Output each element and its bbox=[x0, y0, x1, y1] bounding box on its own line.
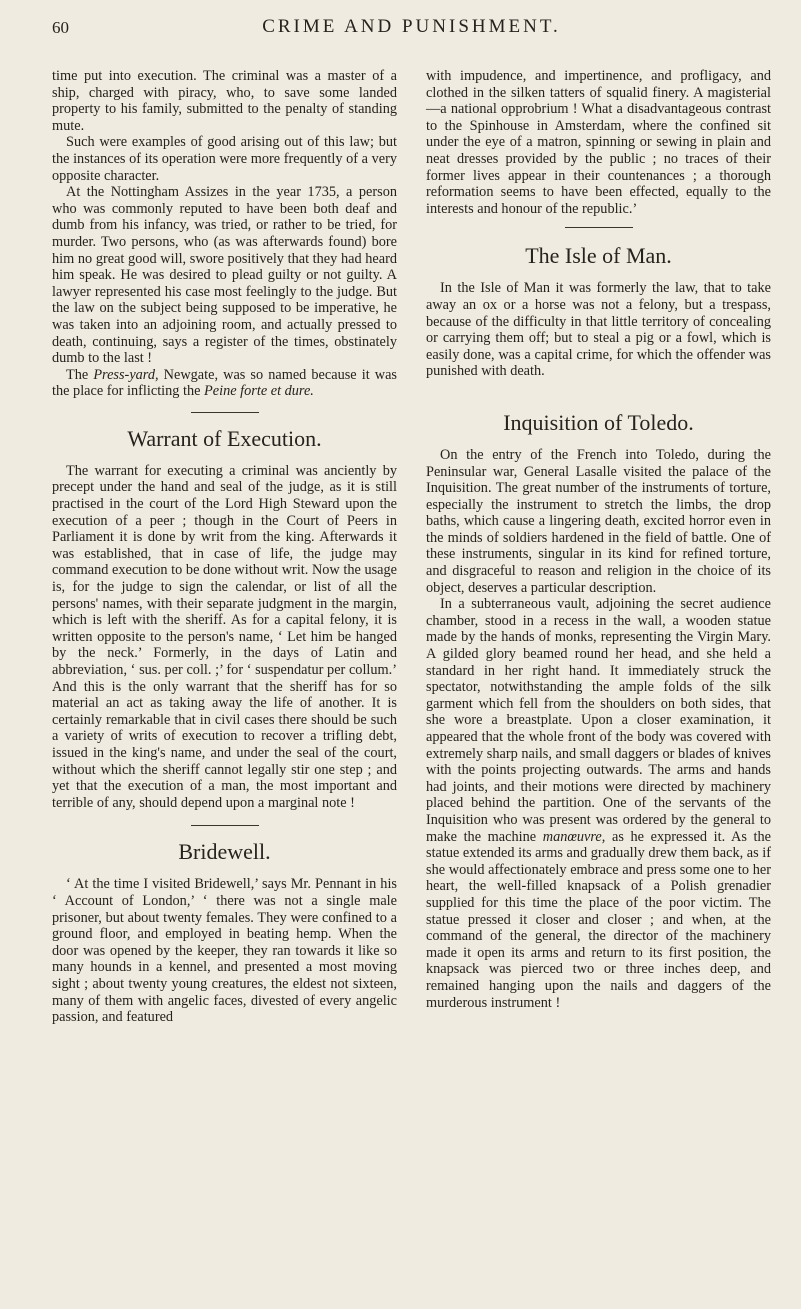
right-column bbox=[426, 68, 771, 1026]
section-divider bbox=[191, 825, 259, 826]
paragraph: with impudence, and impertinence, and profligacy, and clothed in the silken tatters of squalid finery. A magisterial—a national opprobrium ! What a disadvantageous contrast to the Spinhouse in Amsterdam, where the confined sit under the eye of a matron, spinning or sewing in plain and neat dresses provided by the public ; no traces of their former lives appear in their countenances ; a thorough reformation seems to have been effected, equally to the interests and honour of the republic.’ bbox=[426, 68, 771, 217]
section-divider bbox=[191, 412, 259, 413]
paragraph: In a subterraneous vault, adjoining the secret audience chamber, stood in a recess in the wall, a wooden statue made by the hands of monks, representing the Virgin Mary. A gilded glory beamed round her head, and she held a standard in her right hand. It immediately struck the spectator, notwithstanding the ample folds of the silk garment which fell from the shoulders on both sides, that she wore a breastplate. Upon a closer examination, it appeared that the whole front of the body was covered with extremely sharp nails, and small daggers or blades of knives with the points projecting outwards. The arms and hands had joints, and their motions were directed by machinery placed behind the partition. One of the servants of the Inquisition who was present was ordered by the general to make the machine manœuvre, as he expressed it. As the statue extended its arms and gradually drew them back, as if she would affectionately embrace and press some one to her heart, the well-filled knapsack of a Polish grenadier supplied for this time the place of the poor victim. The statue pressed it closer and closer ; and when, at the command of the general, the director of the machinery made it open its arms and return to its first position, the knapsack was pierced two or three inches deep, and remained hanging upon the nails and daggers of the murderous instrument ! bbox=[426, 596, 771, 1011]
italic-phrase: Peine forte et dure. bbox=[204, 383, 314, 400]
paragraph: The Press-yard, Newgate, was so named because it was the place for inflicting the Peine forte et dure. bbox=[52, 366, 397, 400]
running-head bbox=[52, 14, 771, 44]
running-title: CRIME AND PUNISHMENT. bbox=[262, 16, 561, 37]
paragraph: On the entry of the French into Toledo, during the Peninsular war, General Lasalle visited the palace of the Inquisition. The great number of the instruments of torture, especially the instrument to stretch the limbs, the drop baths, which cause a lingering death, excited horror even in the minds of soldiers hardened in the field of battle. One of these instruments, singular in its kind for refined torture, and disgraceful to reason and religion in the choice of its object, deserves a particular description. bbox=[426, 446, 771, 596]
paragraph: Such were examples of good arising out of this law; but the instances of its operation were more frequently of a very opposite character. bbox=[52, 134, 397, 184]
paragraph: In the Isle of Man it was formerly the law, that to take away an ox or a horse was not a felony, but a trespass, because of the difficulty in that little territory of concealing or carrying them off; but to steal a pig or a fowl, which is easily done, was a capital crime, for which the offender was punished with death. bbox=[426, 280, 771, 380]
page-number: 60 bbox=[52, 18, 69, 37]
left-column bbox=[52, 68, 397, 1026]
paragraph: time put into execution. The criminal was a master of a ship, charged with piracy, who, to save some landed property to his family, submitted to the penalty of standing mute. bbox=[52, 68, 397, 134]
paragraph: ‘ At the time I visited Bridewell,’ says Mr. Pennant in his ‘ Account of London,’ ‘ there was not a single male prisoner, but about twenty females. They were confined to a ground floor, and employed in beating hemp. When the door was opened by the keeper, they ran towards it like so many hounds in a kennel, and presented a most moving sight ; about twenty young creatures, the eldest not sixteen, many of them with angelic faces, divested of every angelic passion, and featured bbox=[52, 876, 397, 1026]
section-heading-isle-of-man: The Isle of Man. bbox=[525, 243, 672, 269]
italic-phrase: Press-yard, bbox=[93, 366, 159, 383]
section-heading-warrant: Warrant of Execution. bbox=[127, 425, 322, 451]
two-column-body bbox=[52, 68, 771, 1026]
section-heading-bridewell: Bridewell. bbox=[178, 839, 271, 865]
section-divider bbox=[565, 394, 633, 395]
paragraph: At the Nottingham Assizes in the year 1735, a person who was commonly reputed to have been both deaf and dumb from his infancy, was tried, or rather to be tried, for murder. Two persons, who (as was afterwards found) bore him no great good will, swore positively that they had heard him speak. He was desired to plead guilty or not guilty. A lawyer represented his case most feelingly to the judge. But the law on the subject being supposed to be imperative, he was taken into an adjoining room, and actually pressed to death, continuing, says a register of the times, obstinately dumb to the last ! bbox=[52, 184, 397, 367]
paragraph: The warrant for executing a criminal was anciently by precept under the hand and seal of the judge, as it is still practised in the court of the Lord High Steward upon the execution of a peer ; though in the Court of Peers in Parliament it is done by writ from the king. Afterwards it was established, that in case of life, the judge may command execution to be done without writ. Now the usage is, for the judge to sign the calendar, or list of all the persons' names, with their separate judgment in the margin, which is left with the sheriff. As for a capital felony, it is written opposite to the person's name, ‘ Let him be hanged by the neck.’ Formerly, in the days of Latin and abbreviation, ‘ sus. per coll. ;’ for ‘ suspendatur per collum.’ And this is the only warrant that the sheriff has for so material an act as taking away the life of another. It is certainly remarkable that in civil cases there should be such a variety of writs of execution to recover a trifling debt, issued in the king's name, and under the seal of the court, without which the sheriff cannot legally stir one step ; and yet that the execution of a man, the most important and terrible of any, should depend upon a marginal note ! bbox=[52, 462, 397, 811]
section-heading-toledo: Inquisition of Toledo. bbox=[503, 409, 694, 435]
italic-phrase: manœuvre, bbox=[542, 828, 606, 845]
section-divider bbox=[565, 227, 633, 228]
